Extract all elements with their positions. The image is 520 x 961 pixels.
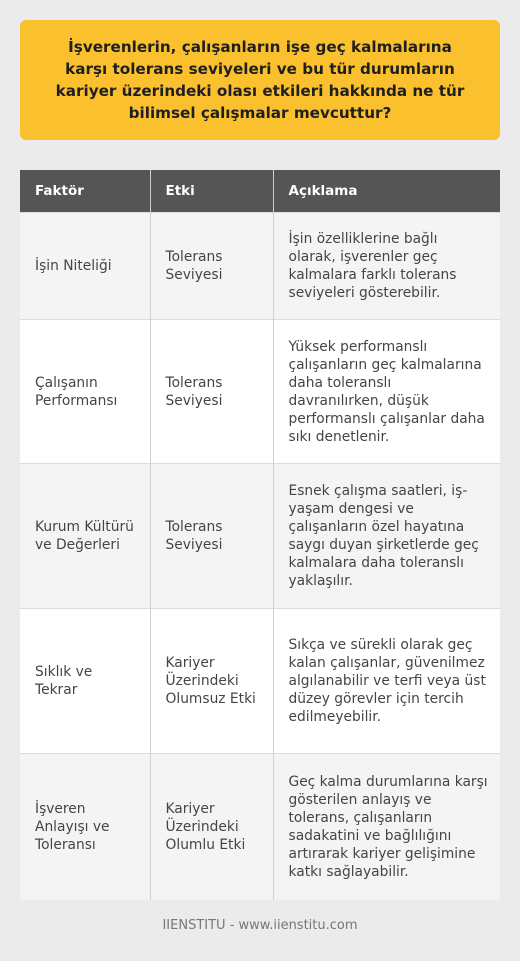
title-banner [20,20,500,140]
table-row [20,754,500,900]
factor-cell: Sıklık ve Tekrar [20,609,150,754]
table-row [20,213,500,320]
column-header-effect: Etki [150,170,273,213]
description-cell: Geç kalma durumlarına karşı gösterilen anlayış ve tolerans, çalışanların sadakatini ve bağlılığını artırarak kariyer gelişimine katkı sağlayabilir. [273,754,500,900]
description-cell: Esnek çalışma saatleri, iş-yaşam dengesi ve çalışanların özel hayatına saygı duyan şirketlerde geç kalmalara daha toleranslı yaklaşılır. [273,464,500,609]
page-title: İşverenlerin, çalışanların işe geç kalmalarına karşı tolerans seviyeleri ve bu tür durumların kariyer üzerindeki olası etkileri hakkında ne tür bilimsel çalışmalar mevcuttur? [55,38,465,122]
effect-cell: Kariyer Üzerindeki Olumsuz Etki [150,609,273,754]
factor-cell: İşin Niteliği [20,213,150,320]
column-header-description: Açıklama [273,170,500,213]
effect-cell: Kariyer Üzerindeki Olumlu Etki [150,754,273,900]
table-row [20,464,500,609]
description-cell: Yüksek performanslı çalışanların geç kalmalarına daha toleranslı davranılırken, düşük performanslı çalışanlar daha sıkı denetlenir. [273,320,500,464]
effect-cell: Tolerans Seviyesi [150,464,273,609]
factor-cell: Çalışanın Performansı [20,320,150,464]
table-row [20,320,500,464]
table-header-row [20,170,500,213]
factor-cell: İşveren Anlayışı ve Toleransı [20,754,150,900]
factor-cell: Kurum Kültürü ve Değerleri [20,464,150,609]
footer-credit: IIENSTITU - www.iienstitu.com [162,918,358,933]
effect-cell: Tolerans Seviyesi [150,320,273,464]
table-row [20,609,500,754]
description-cell: İşin özelliklerine bağlı olarak, işverenler geç kalmalara farklı tolerans seviyeleri gösterebilir. [273,213,500,320]
column-header-factor: Faktör [20,170,150,213]
effect-cell: Tolerans Seviyesi [150,213,273,320]
description-cell: Sıkça ve sürekli olarak geç kalan çalışanlar, güvenilmez algılanabilir ve terfi veya üst düzey görevler için tercih edilmeyebilir. [273,609,500,754]
factor-table [20,170,500,900]
